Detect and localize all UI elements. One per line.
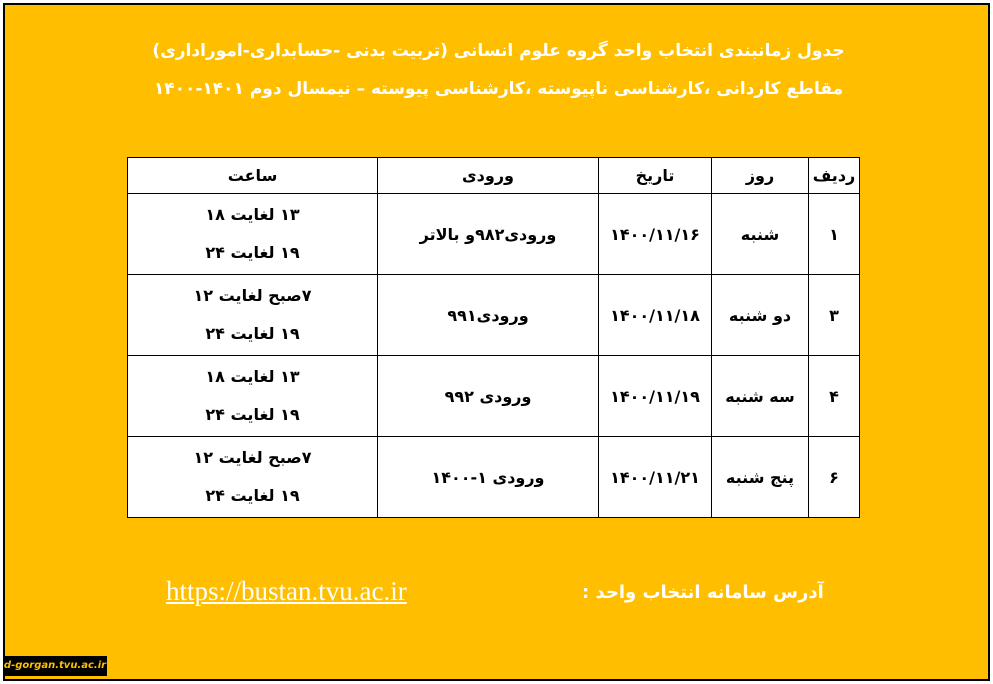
saat-line-2: ۱۹ لغایت ۲۴ xyxy=(205,405,300,424)
cell-saat xyxy=(128,194,378,275)
cell-rooz: پنج شنبه xyxy=(712,437,809,518)
saat-line-1: ۷صبح لغایت ۱۲ xyxy=(193,448,312,467)
cell-tarikh: ۱۴۰۰/۱۱/۱۹ xyxy=(599,356,712,437)
cell-radif: ۱ xyxy=(809,194,860,275)
cell-tarikh: ۱۴۰۰/۱۱/۱۶ xyxy=(599,194,712,275)
saat-line-2: ۱۹ لغایت ۲۴ xyxy=(205,243,300,262)
cell-tarikh: ۱۴۰۰/۱۱/۱۸ xyxy=(599,275,712,356)
cell-vorudi: ورودی۹۸۲و بالاتر xyxy=(378,194,599,275)
saat-line-1: ۱۳ لغایت ۱۸ xyxy=(205,367,300,386)
saat-line-2: ۱۹ لغایت ۲۴ xyxy=(205,486,300,505)
cell-rooz: سه شنبه xyxy=(712,356,809,437)
schedule-table xyxy=(127,157,860,518)
cell-tarikh: ۱۴۰۰/۱۱/۲۱ xyxy=(599,437,712,518)
header-rooz: روز xyxy=(712,158,809,194)
address-label: آدرس سامانه انتخاب واحد : xyxy=(582,582,824,603)
header-tarikh: تاریخ xyxy=(599,158,712,194)
saat-line-1: ۱۳ لغایت ۱۸ xyxy=(205,205,300,224)
cell-saat xyxy=(128,437,378,518)
saat-line-2: ۱۹ لغایت ۲۴ xyxy=(205,324,300,343)
header-radif: ردیف xyxy=(809,158,860,194)
table-row xyxy=(128,356,860,437)
watermark-badge: d-gorgan.tvu.ac.ir xyxy=(3,656,107,676)
cell-vorudi: ورودی ۱-۱۴۰۰ xyxy=(378,437,599,518)
page-title: جدول زمانبندی انتخاب واحد گروه علوم انسانی (تربیت بدنی -حسابداری-اموراداری) xyxy=(152,41,845,61)
cell-rooz: دو شنبه xyxy=(712,275,809,356)
table-row xyxy=(128,275,860,356)
table-row xyxy=(128,437,860,518)
saat-line-1: ۷صبح لغایت ۱۲ xyxy=(193,286,312,305)
table-header-row xyxy=(128,158,860,194)
header-saat: ساعت xyxy=(128,158,378,194)
page-subtitle: مقاطع کاردانی ،کارشناسی ناپیوسته ،کارشناسی پیوسته – نیمسال دوم ۱۴۰۱-۱۴۰۰ xyxy=(153,79,844,99)
cell-saat xyxy=(128,275,378,356)
table-row xyxy=(128,194,860,275)
cell-radif: ۳ xyxy=(809,275,860,356)
cell-radif: ۶ xyxy=(809,437,860,518)
cell-rooz: شنبه xyxy=(712,194,809,275)
cell-vorudi: ورودی۹۹۱ xyxy=(378,275,599,356)
cell-saat xyxy=(128,356,378,437)
header-vorudi: ورودی xyxy=(378,158,599,194)
cell-radif: ۴ xyxy=(809,356,860,437)
cell-vorudi: ورودی ۹۹۲ xyxy=(378,356,599,437)
bustan-url-link[interactable]: https://bustan.tvu.ac.ir xyxy=(166,576,407,606)
